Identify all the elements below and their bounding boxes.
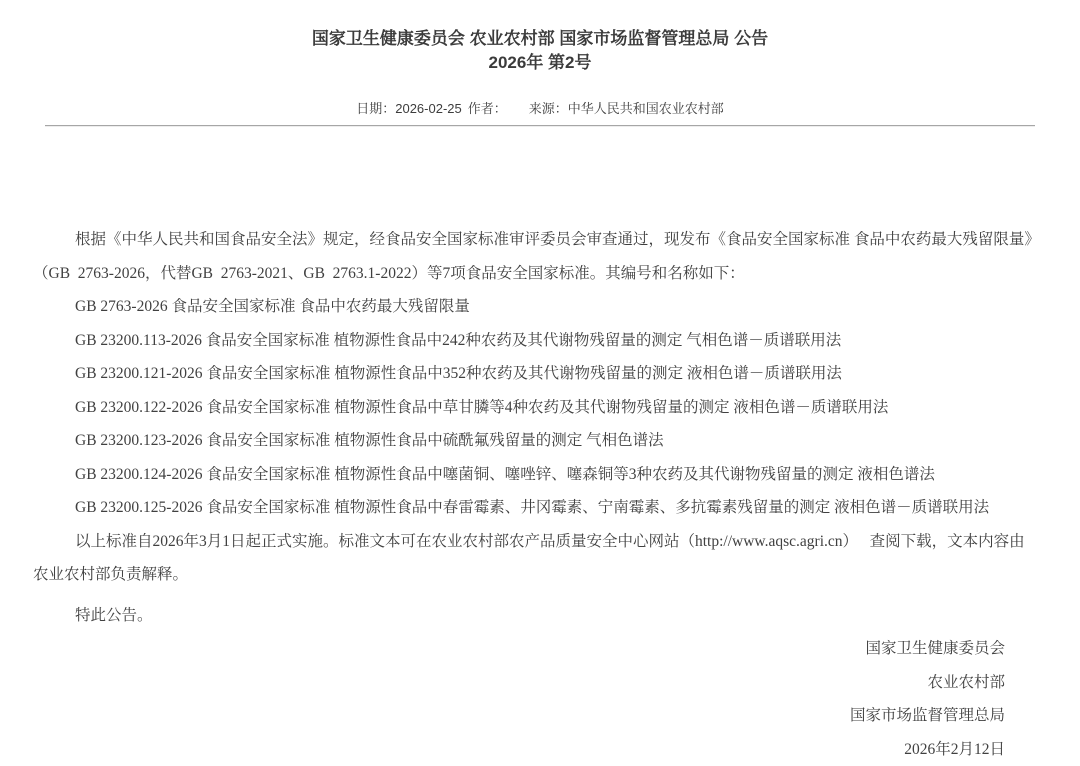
standard-item-2: GB 23200.113-2026 食品安全国家标准 植物源性食品中242种农药及其代谢物残留量的测定 气相色谱－质谱联用法: [33, 324, 1035, 358]
implementation-paragraph: 以上标准自2026年3月1日起正式实施。标准文本可在农业农村部农产品质量安全中心网站（http://www.aqsc.agri.cn） 查阅下载，文本内容由农业农村部负责解释。: [33, 525, 1035, 592]
closing-line: 特此公告。: [33, 599, 1035, 633]
signature-date: 2026年2月12日: [33, 733, 1005, 766]
signatory-org-1: 国家卫生健康委员会: [33, 632, 1005, 666]
standard-item-5: GB 23200.123-2026 食品安全国家标准 植物源性食品中硫酰氟残留量的测定 气相色谱法: [33, 424, 1035, 458]
standard-item-3: GB 23200.121-2026 食品安全国家标准 植物源性食品中352种农药及其代谢物残留量的测定 液相色谱－质谱联用法: [33, 357, 1035, 391]
title-line-1: 国家卫生健康委员会 农业农村部 国家市场监督管理总局 公告: [0, 27, 1080, 51]
standard-item-6: GB 23200.124-2026 食品安全国家标准 植物源性食品中噻菌铜、噻唑锌、噻森铜等3种农药及其代谢物残留量的测定 液相色谱法: [33, 458, 1035, 492]
signature-block: [33, 632, 1035, 766]
standard-item-7: GB 23200.125-2026 食品安全国家标准 植物源性食品中春雷霉素、井冈霉素、宁南霉素、多抗霉素残留量的测定 液相色谱－质谱联用法: [33, 491, 1035, 525]
article-meta: [0, 98, 1080, 117]
intro-paragraph: 根据《中华人民共和国食品安全法》规定，经食品安全国家标准审评委员会审查通过，现发布《食品安全国家标准 食品中农药最大残留限量》（GB 2763-2026，代替GB 2763-2021、GB 2763.1-2022）等7项食品安全国家标准。其编号和名称如下：: [33, 223, 1035, 290]
announcement-body: [0, 127, 1080, 766]
signatory-org-3: 国家市场监督管理总局: [33, 699, 1005, 733]
standard-item-1: GB 2763-2026 食品安全国家标准 食品中农药最大残留限量: [33, 290, 1035, 324]
source-label: 来源：: [529, 101, 568, 116]
page-title: [0, 0, 1080, 75]
date-label: 日期：: [356, 101, 395, 116]
author-label: 作者：: [468, 101, 507, 116]
source-value: 中华人民共和国农业农村部: [568, 101, 724, 116]
signatory-org-2: 农业农村部: [33, 666, 1005, 700]
standard-item-4: GB 23200.122-2026 食品安全国家标准 植物源性食品中草甘膦等4种农药及其代谢物残留量的测定 液相色谱－质谱联用法: [33, 391, 1035, 425]
date-value: 2026-02-25: [395, 101, 462, 116]
title-line-2: 2026年 第2号: [0, 51, 1080, 75]
